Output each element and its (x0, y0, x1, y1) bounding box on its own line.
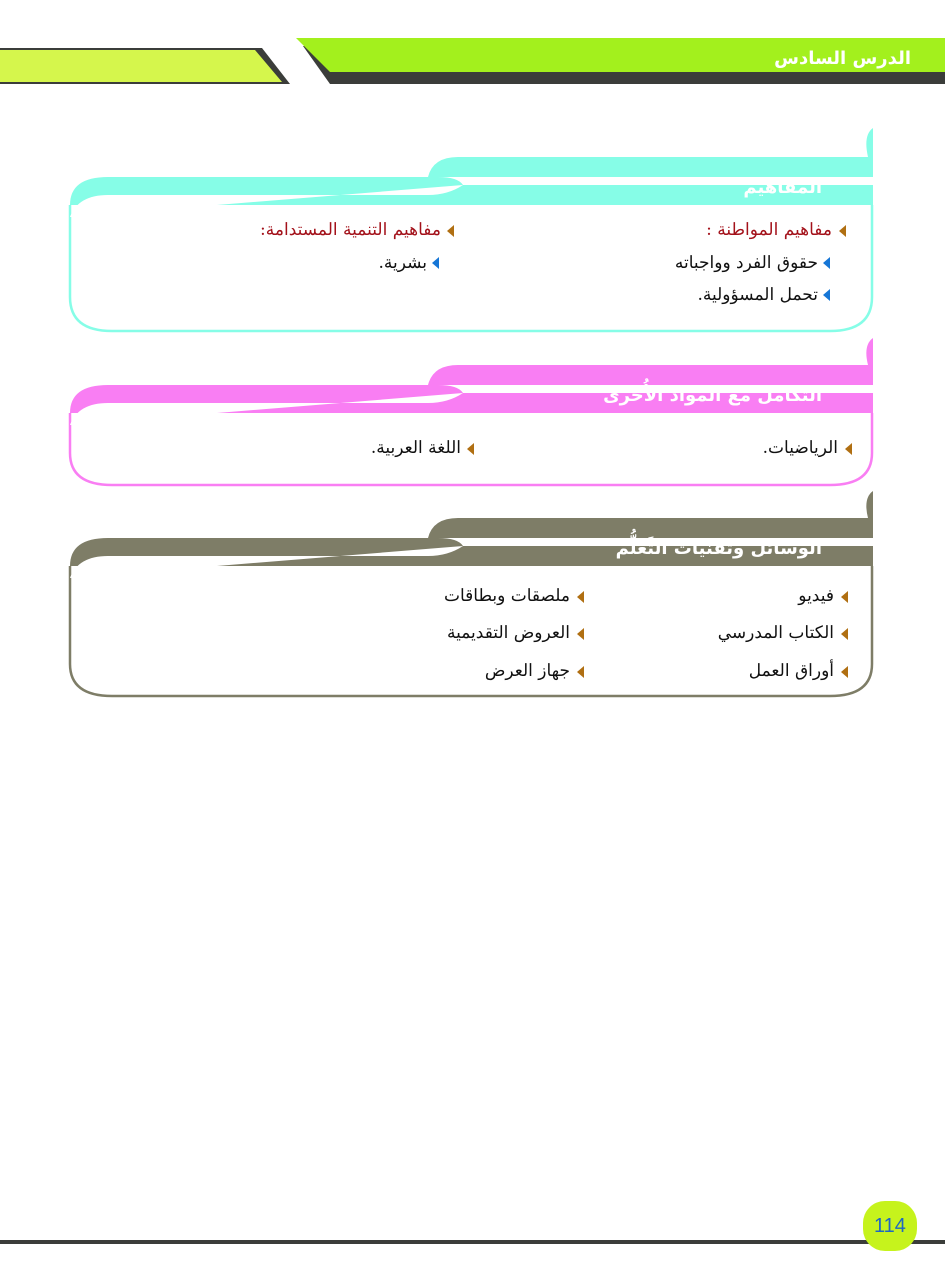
tool-item: جهاز العرض (484, 661, 570, 681)
sustainability-heading: مفاهيم التنمية المستدامة: (260, 220, 441, 240)
concepts-title: المفاهيم (743, 177, 822, 198)
bullet-icon (839, 225, 846, 237)
bullet-icon (577, 666, 584, 678)
footer-rule (0, 1240, 945, 1244)
bullet-icon (841, 591, 848, 603)
citizenship-heading: مفاهيم المواطنة : (706, 220, 832, 240)
concepts-tab-back (428, 128, 873, 177)
bullet-icon (447, 225, 454, 237)
concept-item: حقوق الفرد وواجباته (674, 253, 818, 273)
integration-item: اللغة العربية. (370, 438, 461, 458)
integration-frame (68, 335, 878, 490)
integration-title: التّكامل مع الموادّ الأُخرى (603, 385, 822, 406)
bullet-icon (577, 591, 584, 603)
tools-title: الوسائل وتقنيات التَّعلُّم (615, 538, 822, 559)
bullet-icon (823, 289, 830, 301)
page-number: 114 (874, 1215, 906, 1237)
bullet-icon (841, 666, 848, 678)
bullet-icon (577, 628, 584, 640)
bullet-icon (467, 443, 474, 455)
tool-item: الكتاب المدرسي (717, 623, 834, 643)
tool-item: فيديو (798, 586, 834, 606)
bullet-icon (841, 628, 848, 640)
tool-item: العروض التقديمية (446, 623, 570, 643)
concept-item: بشرية. (378, 253, 427, 273)
tools-tab-back (428, 491, 873, 538)
tool-item: ملصقات وبطاقات (443, 586, 570, 606)
bullet-icon (823, 257, 830, 269)
bullet-icon (845, 443, 852, 455)
integration-item: الرياضيات. (762, 438, 838, 458)
lesson-title: الدرس السادس (774, 48, 911, 69)
concept-item: تحمل المسؤولية. (697, 285, 818, 305)
bullet-icon (432, 257, 439, 269)
header-banner-left (0, 50, 282, 82)
tool-item: أوراق العمل (748, 661, 834, 681)
integration-tab-back (428, 338, 873, 385)
